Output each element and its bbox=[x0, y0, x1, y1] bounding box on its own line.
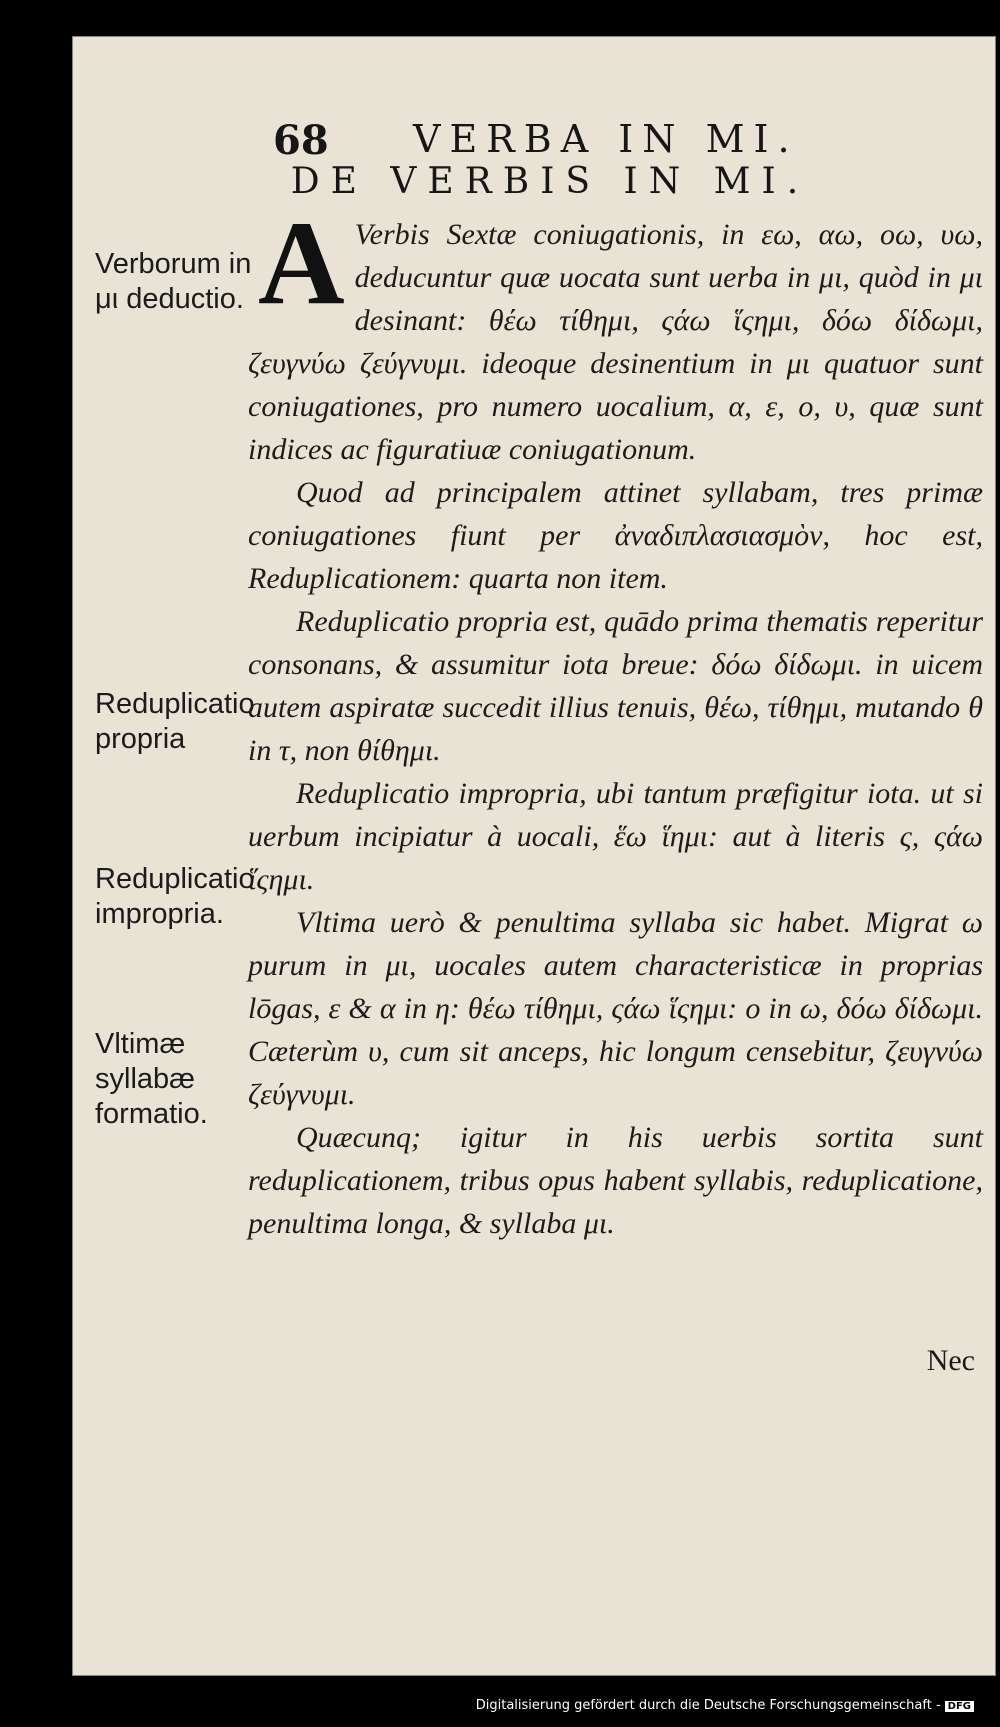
book-page bbox=[72, 36, 996, 1676]
margin-note-deductio: Verborum in μι deductio. bbox=[95, 248, 252, 315]
footer-text: Digitalisierung gefördert durch die Deutsche Forschungsgemeinschaft - bbox=[475, 1698, 941, 1713]
paragraph: Quod ad principalem attinet syllabam, tres primæ coniugationes fiunt per ἀναδιπλασιασμὸν, hoc est, Reduplicationem: quarta non item. bbox=[248, 476, 983, 595]
digitization-footer bbox=[0, 1698, 1000, 1713]
margin-note-formatio: Vltimæ syllabæ formatio. bbox=[95, 1028, 208, 1130]
drop-cap: A bbox=[258, 196, 345, 329]
paragraph: Quæcunq; igitur in his uerbis sortita sunt reduplicationem, tribus opus habent syllabis, reduplicatione, penultima longa, & syllaba μι. bbox=[248, 1121, 983, 1240]
page-number: 68 bbox=[273, 117, 329, 164]
running-head: VERBA IN MI. bbox=[413, 117, 799, 161]
paragraph: Reduplicatio impropria, ubi tantum præfigitur iota. ut si uerbum incipiatur à uocali, ἕω ἵημι: aut à literis ς, ςάω ἵςημι. bbox=[248, 777, 983, 896]
margin-note-reduplicatio-impropria: Reduplicatio impropria. bbox=[95, 863, 255, 930]
paragraph: Reduplicatio propria est, quādo prima thematis reperitur consonans, & assumitur iota breue: δόω δίδωμι. in uicem autem aspiratæ succedit illius tenuis, θέω, τίθημι, mutando θ in τ, non θίθημι. bbox=[248, 605, 983, 767]
paragraph: A Verbis Sextæ coniugationis, in εω, αω, οω, υω, deducuntur quæ uocata sunt uerba in μι, quòd in μι desinant: θέω τίθημι, ςάω ἵςημι, δόω δίδωμι, ζευγνύω ζεύγνυμι. ideoque desinentium in μι quatuor sunt coniugationes, pro numero uocalium, α, ε, ο, υ, quæ sunt indices ac figuratiuæ coniugationum. bbox=[248, 196, 983, 466]
section-title: DE VERBIS IN MI. bbox=[290, 161, 810, 202]
dfg-logo: DFG bbox=[945, 1701, 974, 1712]
catchword: Nec bbox=[926, 1344, 975, 1377]
margin-note-reduplicatio-propria: Reduplicatio propria bbox=[95, 688, 255, 755]
paragraph: Vltima uerò & penultima syllaba sic habet. Migrat ω purum in μι, uocales autem characteristicæ in proprias lōgas, ε & α in η: θέω τίθημι, ςάω ἵςημι: ο in ω, δόω δίδωμι. Cæterùm υ, cum sit anceps, hic longum censebitur, ζευγνύω ζεύγνυμι. bbox=[248, 906, 983, 1111]
body-text bbox=[248, 196, 983, 1245]
